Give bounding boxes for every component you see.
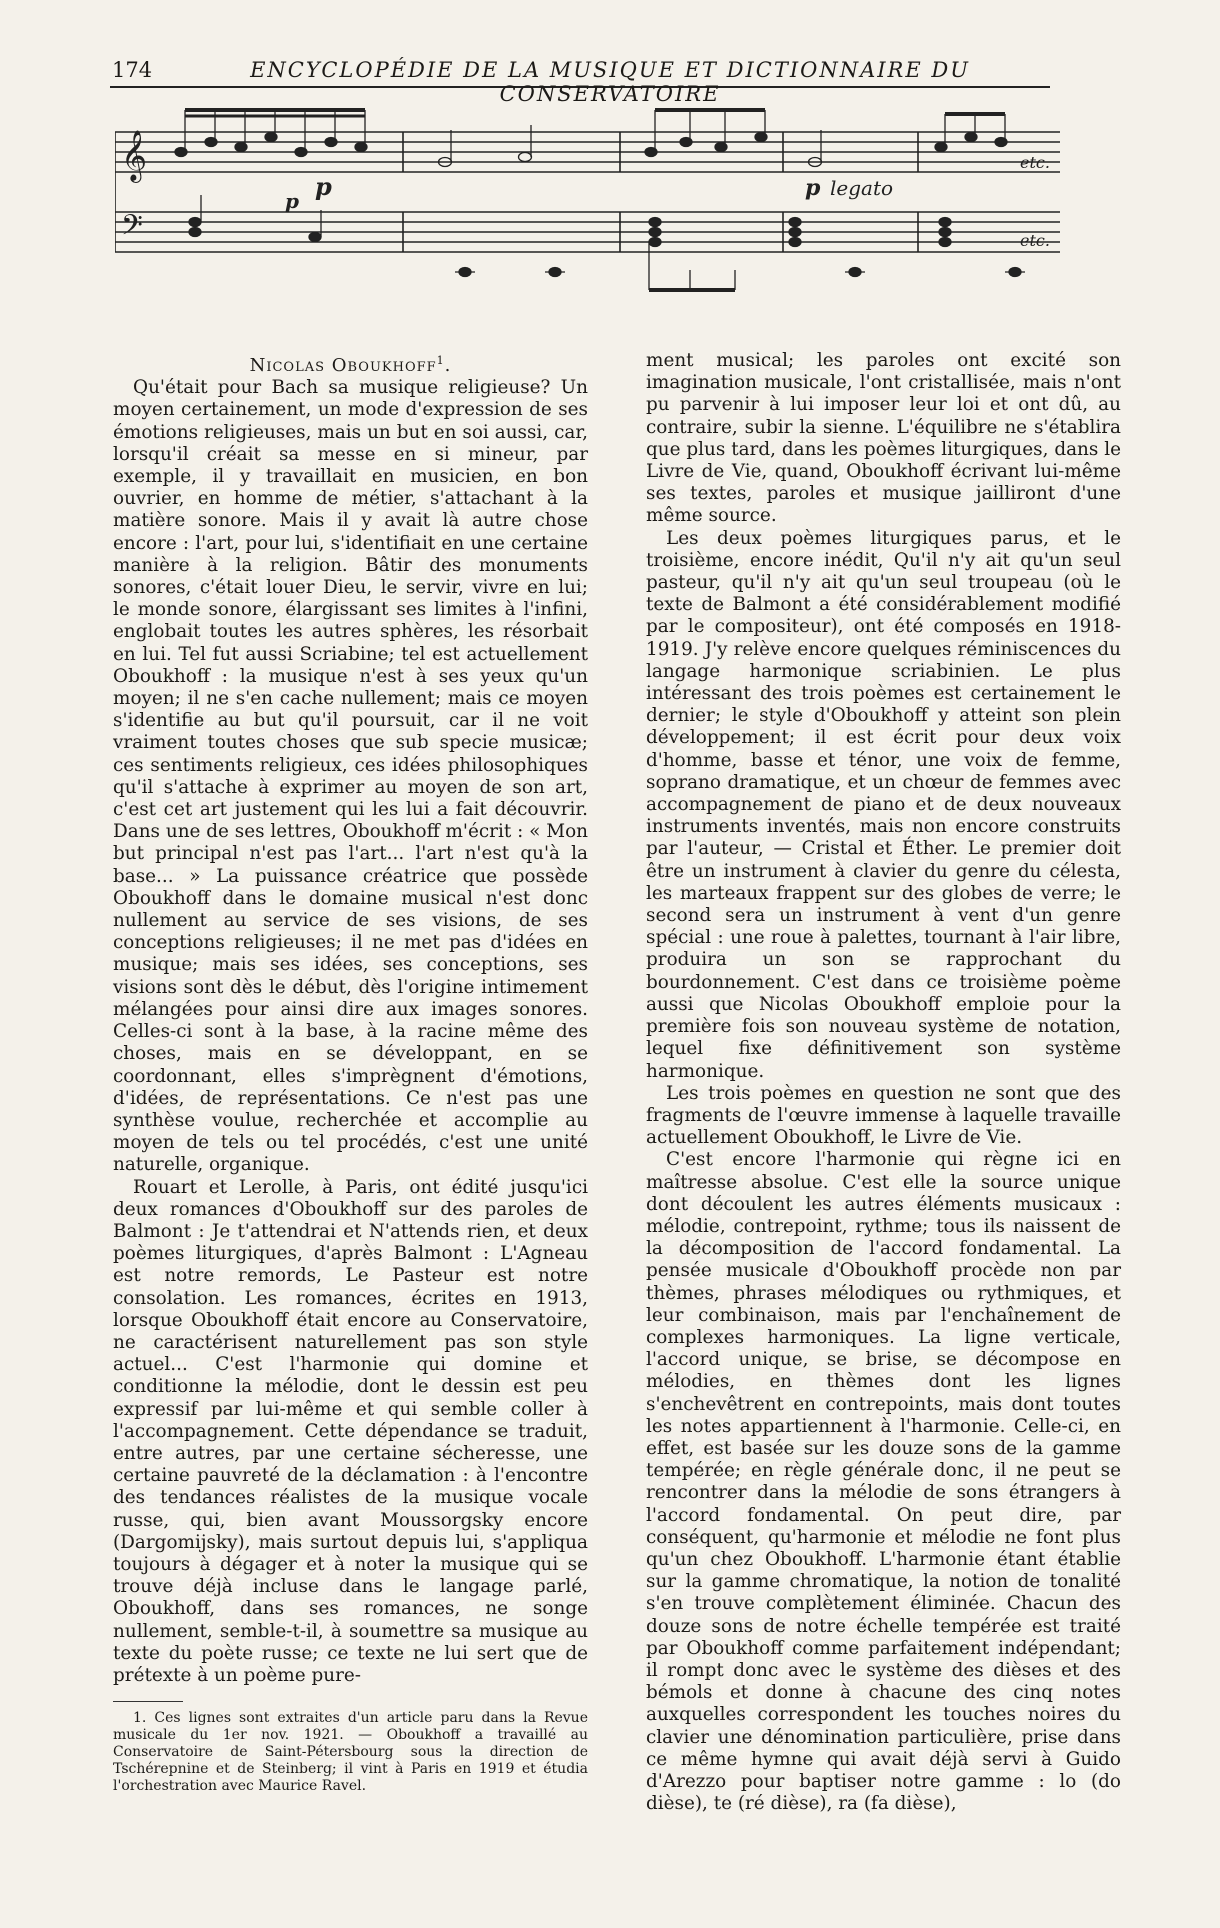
dynamic-2: p <box>285 189 299 213</box>
expression-marking: legato <box>830 176 894 200</box>
footnote-separator <box>113 1701 183 1702</box>
dynamic-1: p <box>315 172 332 201</box>
clefs <box>121 130 147 249</box>
paragraph: C'est encore l'harmonie qui règne ici en maîtresse absolue. C'est elle la source unique dont découlent les autres éléments musicaux : mélodie, contrepoint, rythme; tous ils naissent de la décomposition de l'accord fondamental. La pensée musicale d'Oboukhoff procède non par thèmes, phrases mélodiques ou rythmiques, et leur combinaison, mais par l'enchaînement de complexes harmoniques. La ligne verticale, l'accord unique, se brise, se décompose en mélodies, en thèmes dont les lignes s'enchevêtrent en contrepoints, mais dont toutes les notes appartiennent à l'harmonie. Celle-ci, en effet, est basée sur les douze sons de la gamme tempérée; en règle générale donc, il ne peut se rencontrer dans la mélodie de sons étrangers à l'accord fondamental. On peut dire, par conséquent, qu'harmonie et mélodie ne font plus qu'un chez Oboukhoff. L'harmonie étant établie sur la gamme chromatique, la notion de tonalité s'en trouve complètement éliminée. Chacun des douze sons de notre échelle tempérée est traité par Oboukhoff comme parfaitement indépendant; il rompt donc avec le système des dièses et des bémols et donne à chacune des cinq notes auxquelles correspondent les touches noires du clavier une dénomination particulière, prise dans ce même hymne qui avait déjà servi à Guido d'Arezzo pour baptiser notre gamme : lo (do dièse), te (ré dièse), ra (fa dièse), <box>646 1149 1121 1815</box>
score-markings <box>285 153 1050 250</box>
footnote-mark: 1 <box>436 354 445 367</box>
section-title <box>113 350 588 377</box>
bass-clef: 𝄢 <box>121 209 143 249</box>
music-score <box>115 100 1060 335</box>
etc-upper: etc. <box>1020 153 1050 172</box>
score-notes <box>175 110 1025 290</box>
etc-lower: etc. <box>1020 231 1050 250</box>
section-title-end: . <box>444 355 452 376</box>
left-column <box>113 350 588 1795</box>
running-title: ENCYCLOPÉDIE DE LA MUSIQUE ET DICTIONNAIRE DU CONSERVATOIRE <box>250 58 970 106</box>
treble-clef: 𝄞 <box>121 130 148 181</box>
paragraph: Les deux poèmes liturgiques parus, et le troisième, encore inédit, Qu'il n'y ait qu'un seul pasteur, qu'il n'y ait qu'un seul troupeau (où le texte de Balmont a été considérablement modifié par le compositeur), ont été composés en 1918-1919. J'y relève encore quelques réminiscences du langage harmonique scriabinien. Le plus intéressant des trois poèmes est certainement le dernier; le style d'Oboukhoff y atteint son plein développement; il est écrit pour deux voix d'homme, basse et ténor, une voix de femme, soprano dramatique, et un chœur de femmes avec accompagnement de piano et de deux nouveaux instruments inventés, mais non encore construits par l'auteur, — Cristal et Éther. Le premier doit être un instrument à clavier du genre du célesta, les marteaux frappent sur des globes de verre; le second sera un instrument à vent d'un genre spécial : une roue à palettes, tournant à l'air libre, produira un son se rapprochant du bourdonnement. C'est dans ce troisième poème aussi que Nicolas Oboukhoff emploie pour la première fois son nouveau système de notation, lequel fixe définitivement son système harmonique. <box>646 527 1121 1082</box>
page-header <box>110 56 1050 106</box>
dynamic-3: p <box>805 175 821 201</box>
paragraph: ment musical; les paroles ont excité son imagination musicale, l'ont cristallisée, mais n'ont pu parvenir à lui imposer leur loi et ont dû, au contraire, subir la sienne. L'équilibre ne s'établira que plus tard, dans les poèmes liturgiques, dans le Livre de Vie, quand, Oboukhoff écrivant lui-même ses textes, paroles et musique jailliront d'une même source. <box>646 350 1121 527</box>
beam-group-2 <box>645 110 767 157</box>
paragraph: Qu'était pour Bach sa musique religieuse? Un moyen certainement, un mode d'expression de ses émotions religieuses, mais un but en soi aussi, car, lorsqu'il créait sa messe en si mineur, par exemple, il y travaillait en musicien, en bon ouvrier, en homme de métier, s'attachant à la matière sonore. Mais il y avait là autre chose encore : l'art, pour lui, s'identifiait en une certaine manière à la religion. Bâtir des monuments sonores, c'était louer Dieu, le servir, vivre en lui; le monde sonore, élargissant ses limites à l'infini, englobait toutes les autres sphères, les résorbait en lui. Tel fut aussi Scriabine; tel est actuellement Oboukhoff : la musique n'est à ses yeux qu'un moyen; il ne s'en cache nullement; mais ce moyen s'identifie au but qu'il poursuit, car il ne voit vraiment toutes choses que sub specie musicæ; ces sentiments religieux, ces idées philosophiques qu'il s'attache à exprimer au moyen de son art, c'est cet art justement qui les lui a fait découvrir. Dans une de ses lettres, Oboukhoff m'écrit : « Mon but principal n'est pas l'art... l'art n'est qu'à la base... » La puissance créatrice que possède Oboukhoff dans le domaine musical n'est donc nullement au service de ses visions, de ses conceptions religieuses; il ne met pas d'idées en musique; mais ses idées, ses conceptions, ses visions sont dès le début, dès l'origine intimement mélangées pour ainsi dire aux images sonores. Celles-ci sont à la base, à la racine même des choses, mais en se développant, en se coordonnant, elles s'imprègnent d'émotions, d'idées, de représentations. Ce n'est pas une synthèse voulue, recherchée et accomplie au moyen de tels ou tel procédés, c'est une unité naturelle, organique. <box>113 377 588 1176</box>
beam-group-1 <box>175 110 367 157</box>
half-notes <box>439 125 822 167</box>
footnote: 1. Ces lignes sont extraites d'un article paru dans la Revue musicale du 1er nov. 1921. — Oboukhoff a travaillé au Conservatoire de Saint-Pétersbourg sous la direction de Tschérepnine et de Steinberg; il vint à Paris en 1919 et étudia l'orchestration avec Maurice Ravel. <box>113 1710 588 1795</box>
section-title-text: Nicolas Oboukhoff <box>249 355 437 376</box>
page-number: 174 <box>112 58 153 82</box>
right-column <box>646 350 1121 1815</box>
paragraph: Rouart et Lerolle, à Paris, ont édité jusqu'ici deux romances d'Oboukhoff sur des paroles de Balmont : Je t'attendrai et N'attends rien, et deux poèmes liturgiques, d'après Balmont : L'Agneau est notre remords, Le Pasteur est notre consolation. Les romances, écrites en 1913, lorsque Oboukhoff était encore au Conservatoire, ne caractérisent naturellement pas son style actuel... C'est l'harmonie qui domine et conditionne la mélodie, dont le dessin est peu expressif par lui-même et qui semble coller à l'accompagnement. Cette dépendance se traduit, entre autres, par une certaine sécheresse, une certaine pauvreté de la déclamation : à l'encontre des tendances réalistes de la musique vocale russe, qui, bien avant Moussorgsky encore (Dargomijsky), mais surtout depuis lui, s'appliqua toujours à dégager et à noter la musique qui se trouve déjà incluse dans le langage parlé, Oboukhoff, dans ses romances, ne songe nullement, semble-t-il, à soumettre sa musique au texte du poète russe; ce texte ne lui sert que de prétexte à un poème pure- <box>113 1176 588 1686</box>
beam-group-3 <box>935 114 1007 152</box>
paragraph: Les trois poèmes en question ne sont que des fragments de l'œuvre immense à laquelle travaille actuellement Oboukhoff, le Livre de Vie. <box>646 1082 1121 1149</box>
score-staves <box>115 132 1060 252</box>
